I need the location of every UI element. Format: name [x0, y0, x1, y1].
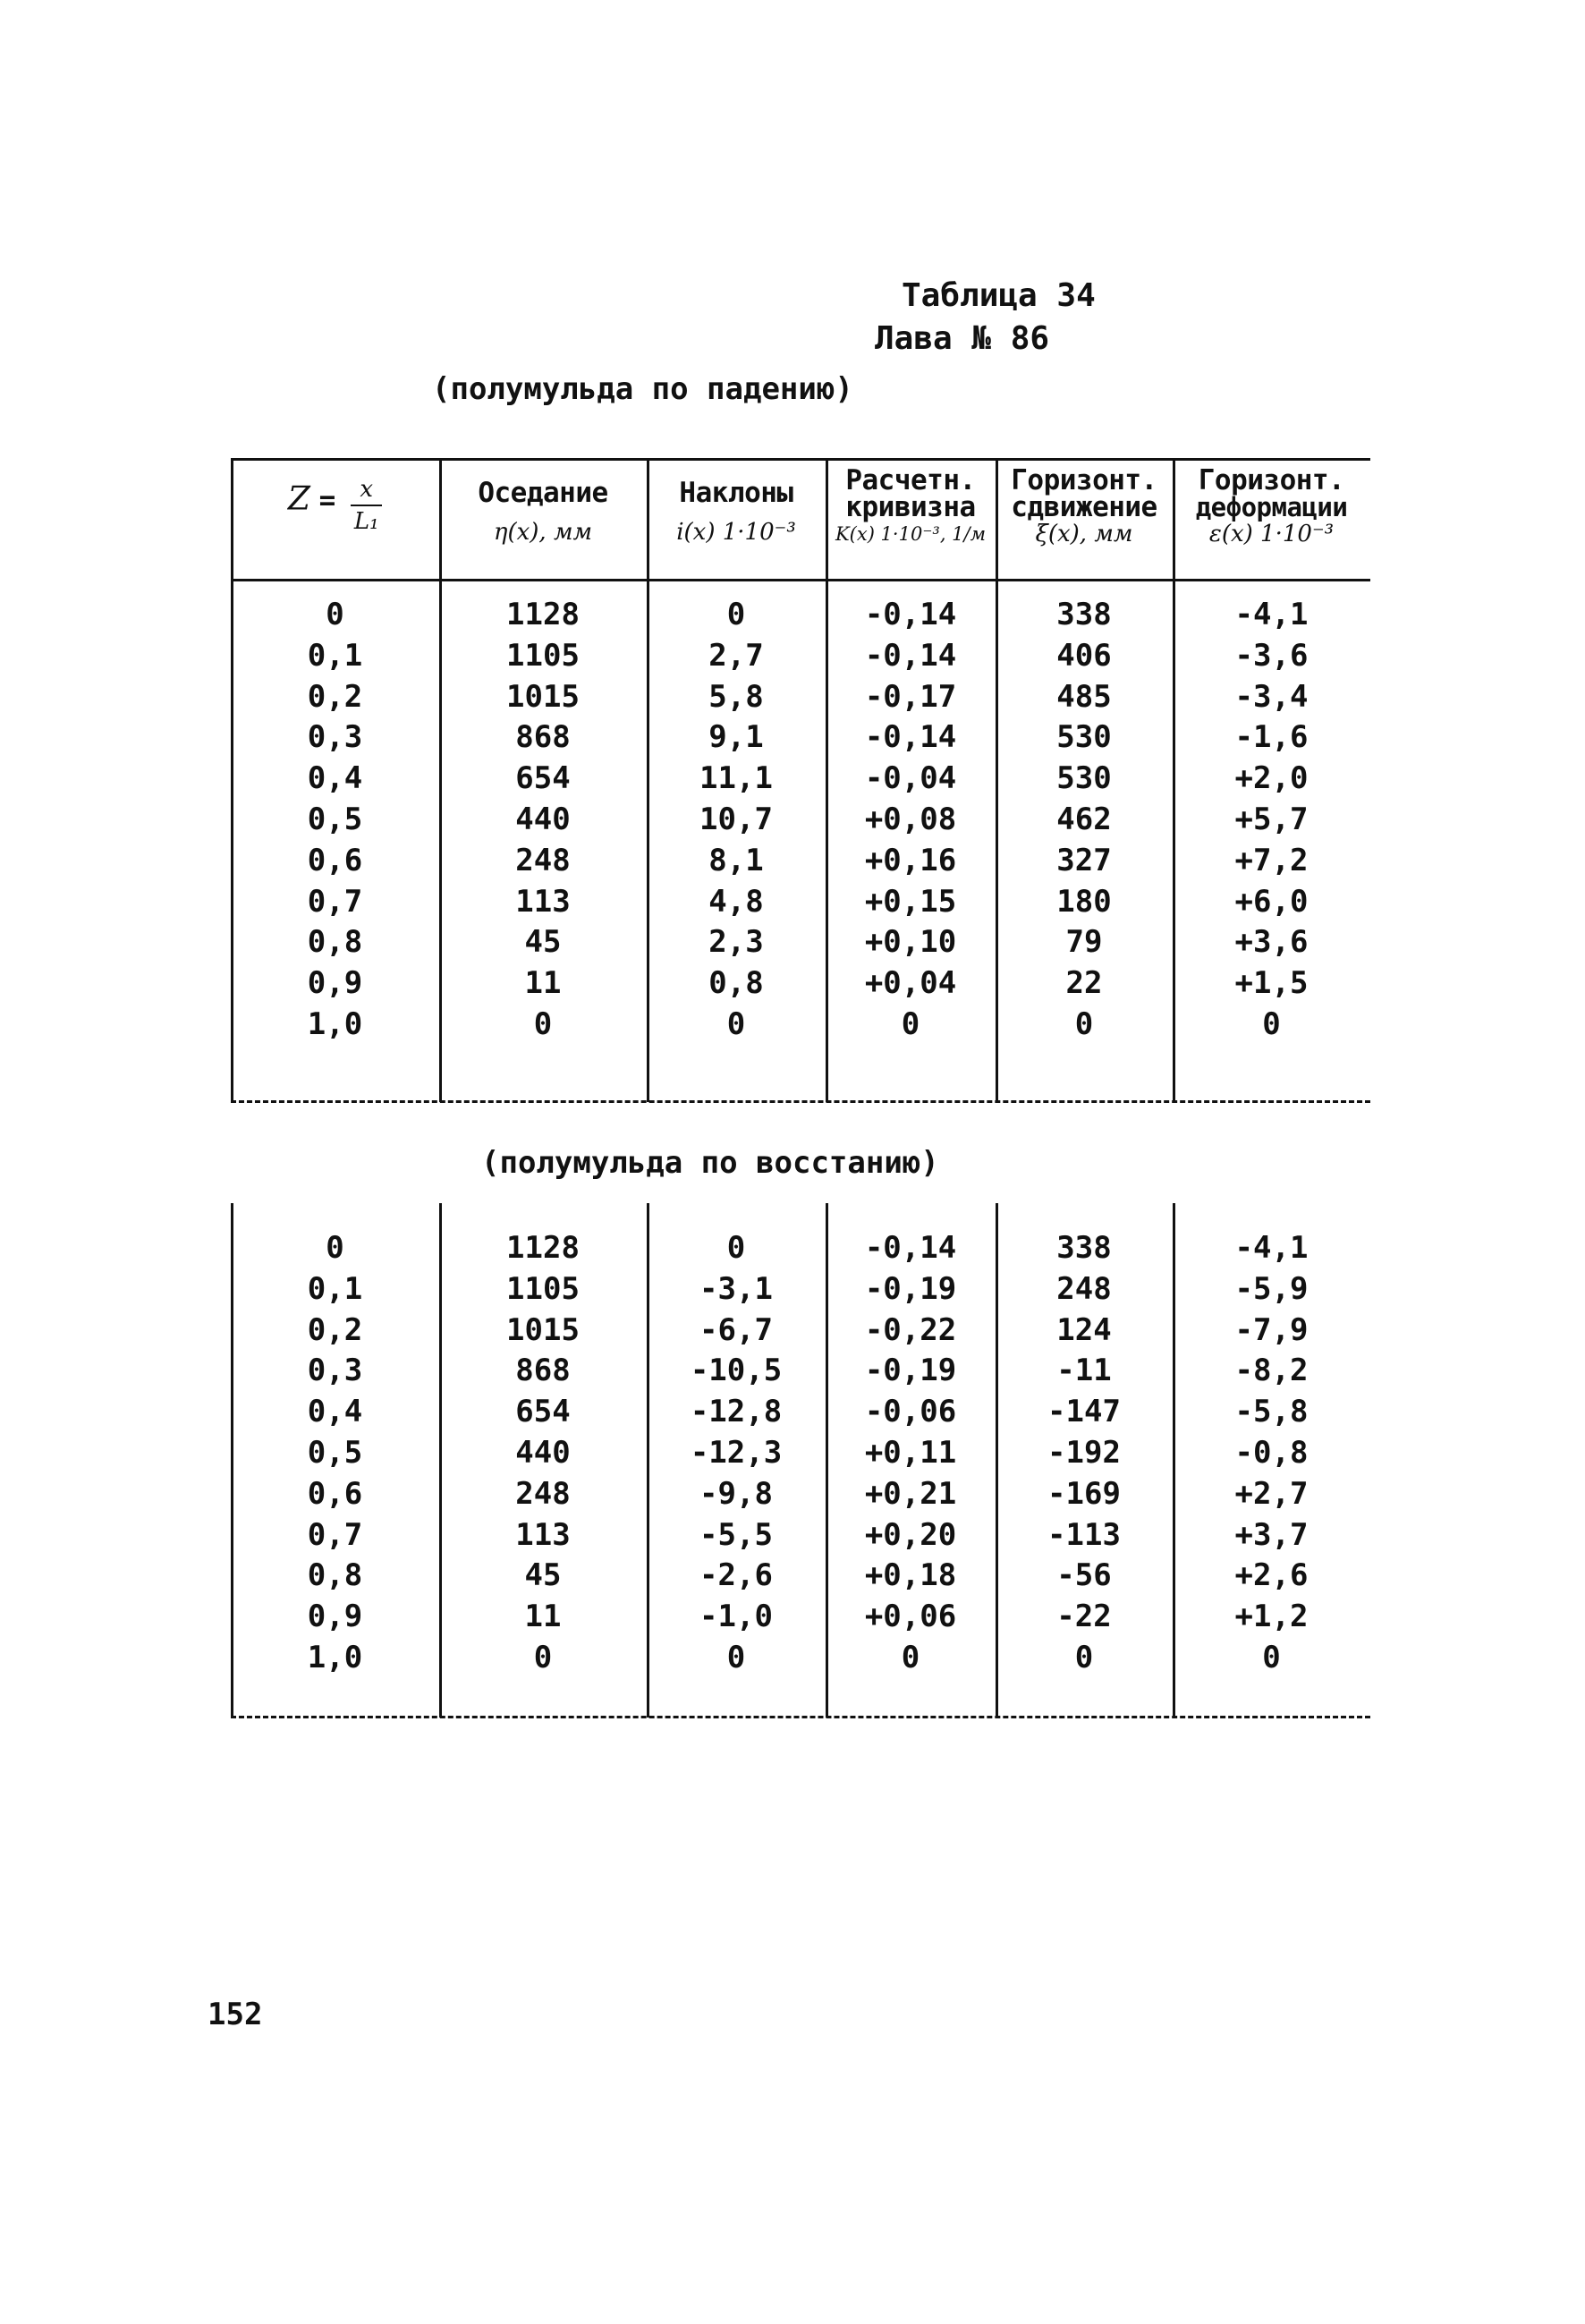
cell-deformacii: +7,2 — [1234, 842, 1309, 878]
cell-sdvizhenie: -22 — [1056, 1599, 1112, 1635]
lava-label: Лава № 86 — [875, 320, 1050, 357]
table-section1 — [231, 458, 1370, 1102]
cell-osedanie: 1128 — [506, 1230, 580, 1266]
table-row — [231, 1555, 1370, 1596]
header-krivizna-label1: Расчетн. — [845, 464, 976, 496]
cell-krivizna: +0,11 — [864, 1435, 957, 1471]
cell-deformacii: -0,8 — [1234, 1435, 1309, 1471]
cell-osedanie: 11 — [524, 965, 562, 1002]
cell-naklony: -12,3 — [690, 1435, 783, 1471]
cell-sdvizhenie: 338 — [1056, 1230, 1112, 1266]
cell-deformacii: -5,9 — [1234, 1270, 1309, 1307]
cell-krivizna: -0,14 — [864, 637, 957, 674]
cell-krivizna: +0,21 — [864, 1475, 957, 1512]
cell-naklony: 9,1 — [708, 719, 764, 756]
cell-sdvizhenie: 530 — [1056, 719, 1112, 756]
cell-krivizna: +0,18 — [864, 1557, 957, 1594]
table-row — [231, 840, 1370, 881]
cell-deformacii: -4,1 — [1234, 597, 1309, 632]
header-deformacii — [1173, 464, 1370, 547]
cell-deformacii: +2,7 — [1234, 1475, 1309, 1512]
table-row — [231, 1637, 1370, 1678]
header-deformacii-unit: ε(x) 1·10⁻³ — [1208, 521, 1335, 547]
cell-sdvizhenie: 22 — [1065, 965, 1103, 1002]
cell-naklony: 4,8 — [708, 883, 764, 920]
cell-deformacii: +2,6 — [1234, 1557, 1309, 1594]
cell-deformacii: +5,7 — [1234, 802, 1309, 837]
cell-sdvizhenie: 124 — [1056, 1311, 1112, 1348]
cell-naklony: 11,1 — [699, 760, 773, 797]
cell-sdvizhenie: -192 — [1047, 1435, 1121, 1471]
cell-deformacii: -5,8 — [1234, 1394, 1309, 1430]
cell-naklony: 0 — [726, 1006, 746, 1042]
z-symbol: Z — [287, 480, 310, 518]
z-denominator: L₁ — [353, 508, 379, 535]
cell-deformacii: -7,9 — [1234, 1311, 1309, 1348]
cell-osedanie: 654 — [515, 1394, 571, 1430]
header-krivizna-label2: кривизна — [845, 491, 976, 523]
table-row — [231, 1350, 1370, 1391]
cell-sdvizhenie: 338 — [1056, 597, 1112, 632]
cell-naklony: 0 — [726, 1230, 746, 1266]
cell-sdvizhenie: 485 — [1056, 678, 1112, 715]
cell-naklony: 5,8 — [708, 678, 764, 715]
cell-naklony: 0,8 — [708, 965, 764, 1002]
table-dashed-bottom — [231, 1100, 1370, 1103]
cell-deformacii: +3,6 — [1234, 924, 1309, 961]
cell-naklony: -2,6 — [699, 1557, 773, 1594]
header-krivizna — [826, 464, 996, 547]
cell-krivizna: +0,16 — [864, 842, 957, 878]
cell-osedanie: 248 — [515, 1475, 571, 1512]
cell-krivizna: 0 — [901, 1006, 920, 1042]
table-row — [231, 1514, 1370, 1556]
section2-title: (полумульда по восстанию) — [481, 1145, 939, 1181]
cell-naklony: 0 — [726, 1640, 746, 1675]
cell-deformacii: 0 — [1262, 1640, 1281, 1675]
table-row — [231, 1227, 1370, 1268]
cell-krivizna: -0,14 — [864, 597, 957, 632]
cell-osedanie: 1128 — [506, 597, 580, 632]
table-row — [231, 594, 1370, 635]
cell-z: 0,7 — [307, 1516, 363, 1553]
cell-naklony: 2,7 — [708, 637, 764, 674]
cell-osedanie: 45 — [524, 1557, 562, 1594]
header-naklony-unit: i(x) 1·10⁻³ — [676, 519, 796, 546]
cell-krivizna: -0,04 — [864, 760, 957, 797]
cell-krivizna: +0,10 — [864, 924, 957, 961]
cell-osedanie: 113 — [515, 1516, 571, 1553]
header-osedanie-unit: η(x), мм — [493, 519, 593, 546]
cell-krivizna: -0,14 — [864, 719, 957, 756]
table-row — [231, 799, 1370, 840]
cell-naklony: -6,7 — [699, 1311, 773, 1348]
cell-z: 0,5 — [307, 802, 363, 837]
table-row — [231, 717, 1370, 758]
cell-naklony: 2,3 — [708, 924, 764, 961]
cell-z: 0,6 — [307, 1475, 363, 1512]
cell-krivizna: +0,20 — [864, 1516, 957, 1553]
cell-osedanie: 1105 — [506, 1270, 580, 1307]
cell-deformacii: +1,5 — [1234, 965, 1309, 1002]
cell-z: 0,3 — [307, 719, 363, 756]
cell-sdvizhenie: -113 — [1047, 1516, 1121, 1553]
cell-krivizna: -0,22 — [864, 1311, 957, 1348]
cell-osedanie: 868 — [515, 1353, 571, 1389]
table-row — [231, 963, 1370, 1004]
cell-z: 0 — [326, 597, 344, 632]
table-row — [231, 758, 1370, 799]
cell-osedanie: 868 — [515, 719, 571, 756]
cell-osedanie: 0 — [533, 1640, 553, 1675]
cell-krivizna: +0,08 — [864, 802, 957, 837]
cell-naklony: 10,7 — [699, 802, 773, 837]
table-row — [231, 881, 1370, 922]
table-row — [231, 1432, 1370, 1473]
page-number: 152 — [208, 1997, 263, 2032]
cell-deformacii: -1,6 — [1234, 719, 1309, 756]
cell-z: 0,6 — [307, 842, 363, 878]
section1-title: (полумульда по падению) — [432, 371, 853, 407]
cell-deformacii: -3,4 — [1234, 678, 1309, 715]
z-numerator: x — [351, 474, 382, 506]
header-z — [231, 474, 439, 537]
cell-krivizna: +0,15 — [864, 883, 957, 920]
table-section2 — [231, 1203, 1370, 1718]
cell-naklony: 0 — [726, 597, 746, 632]
header-osedanie — [439, 479, 647, 546]
cell-osedanie: 1015 — [506, 1311, 580, 1348]
cell-sdvizhenie: 248 — [1056, 1270, 1112, 1307]
cell-sdvizhenie: -147 — [1047, 1394, 1121, 1430]
cell-krivizna: -0,06 — [864, 1394, 957, 1430]
cell-osedanie: 1105 — [506, 637, 580, 674]
cell-krivizna: +0,06 — [864, 1599, 957, 1635]
cell-z: 0,2 — [307, 1311, 363, 1348]
table-row — [231, 1310, 1370, 1351]
table-dashed-bottom — [231, 1716, 1370, 1718]
cell-sdvizhenie: 79 — [1065, 924, 1103, 961]
cell-z: 0,8 — [307, 924, 363, 961]
cell-krivizna: 0 — [901, 1640, 920, 1675]
cell-deformacii: +3,7 — [1234, 1516, 1309, 1553]
cell-z: 0,8 — [307, 1557, 363, 1594]
cell-krivizna: -0,19 — [864, 1270, 957, 1307]
cell-z: 0,7 — [307, 883, 363, 920]
z-fraction — [351, 474, 382, 537]
header-sdvizhenie-label1: Горизонт. — [1011, 464, 1157, 496]
header-deformacii-label2: деформации — [1195, 492, 1348, 522]
header-osedanie-label: Оседание — [478, 477, 608, 509]
cell-naklony: -3,1 — [699, 1270, 773, 1307]
cell-sdvizhenie: -169 — [1047, 1475, 1121, 1512]
header-sdvizhenie-unit: ξ(x), мм — [1035, 521, 1133, 547]
header-deformacii-label1: Горизонт. — [1198, 464, 1345, 496]
cell-naklony: -5,5 — [699, 1516, 773, 1553]
cell-naklony: -12,8 — [690, 1394, 783, 1430]
cell-osedanie: 248 — [515, 842, 571, 878]
header-sdvizhenie-label2: сдвижение — [1011, 491, 1157, 523]
cell-sdvizhenie: 180 — [1056, 883, 1112, 920]
cell-osedanie: 1015 — [506, 678, 580, 715]
header-krivizna-unit: K(x) 1·10⁻³, 1/м — [835, 523, 987, 545]
cell-z: 1,0 — [307, 1006, 363, 1042]
cell-krivizna: -0,17 — [864, 678, 957, 715]
cell-osedanie: 113 — [515, 883, 571, 920]
z-eq: = — [318, 484, 335, 517]
cell-z: 0,9 — [307, 1599, 363, 1635]
cell-sdvizhenie: 530 — [1056, 760, 1112, 797]
cell-osedanie: 0 — [533, 1006, 553, 1042]
cell-deformacii: -8,2 — [1234, 1353, 1309, 1389]
cell-sdvizhenie: 406 — [1056, 637, 1112, 674]
cell-deformacii: 0 — [1262, 1006, 1281, 1042]
cell-z: 0,1 — [307, 637, 363, 674]
cell-osedanie: 45 — [524, 924, 562, 961]
cell-z: 0,4 — [307, 760, 363, 797]
cell-sdvizhenie: -11 — [1056, 1353, 1112, 1389]
cell-z: 0,2 — [307, 678, 363, 715]
table-header-border — [231, 579, 1370, 581]
table-row — [231, 1268, 1370, 1310]
cell-osedanie: 11 — [524, 1599, 562, 1635]
header-naklony — [647, 479, 826, 546]
cell-krivizna: -0,19 — [864, 1353, 957, 1389]
table-row — [231, 1004, 1370, 1045]
cell-deformacii: -4,1 — [1234, 1230, 1309, 1266]
cell-z: 0,5 — [307, 1435, 363, 1471]
table-row — [231, 1391, 1370, 1432]
cell-sdvizhenie: 0 — [1074, 1006, 1094, 1042]
cell-sdvizhenie: -56 — [1056, 1557, 1112, 1594]
cell-krivizna: -0,14 — [864, 1230, 957, 1266]
cell-deformacii: +1,2 — [1234, 1599, 1309, 1635]
cell-deformacii: +2,0 — [1234, 760, 1309, 797]
header-sdvizhenie — [996, 464, 1173, 547]
table-row — [231, 1473, 1370, 1514]
table-row — [231, 921, 1370, 963]
table-top-border — [231, 458, 1370, 461]
cell-z: 0,3 — [307, 1353, 363, 1389]
cell-z: 1,0 — [307, 1640, 363, 1675]
cell-z: 0,1 — [307, 1270, 363, 1307]
header-naklony-label: Наклоны — [679, 477, 793, 509]
cell-z: 0 — [326, 1230, 344, 1266]
cell-deformacii: -3,6 — [1234, 637, 1309, 674]
table-label: Таблица 34 — [902, 277, 1096, 314]
cell-osedanie: 440 — [515, 1435, 571, 1471]
cell-z: 0,4 — [307, 1394, 363, 1430]
cell-naklony: -10,5 — [690, 1353, 783, 1389]
cell-osedanie: 654 — [515, 760, 571, 797]
cell-osedanie: 440 — [515, 802, 571, 837]
cell-sdvizhenie: 462 — [1056, 802, 1112, 837]
table-row — [231, 635, 1370, 676]
cell-z: 0,9 — [307, 965, 363, 1002]
cell-naklony: -9,8 — [699, 1475, 773, 1512]
cell-deformacii: +6,0 — [1234, 883, 1309, 920]
table-row — [231, 1596, 1370, 1637]
cell-sdvizhenie: 327 — [1056, 842, 1112, 878]
cell-naklony: 8,1 — [708, 842, 764, 878]
cell-sdvizhenie: 0 — [1074, 1640, 1094, 1675]
cell-krivizna: +0,04 — [864, 965, 957, 1002]
cell-naklony: -1,0 — [699, 1599, 773, 1635]
table-row — [231, 676, 1370, 717]
